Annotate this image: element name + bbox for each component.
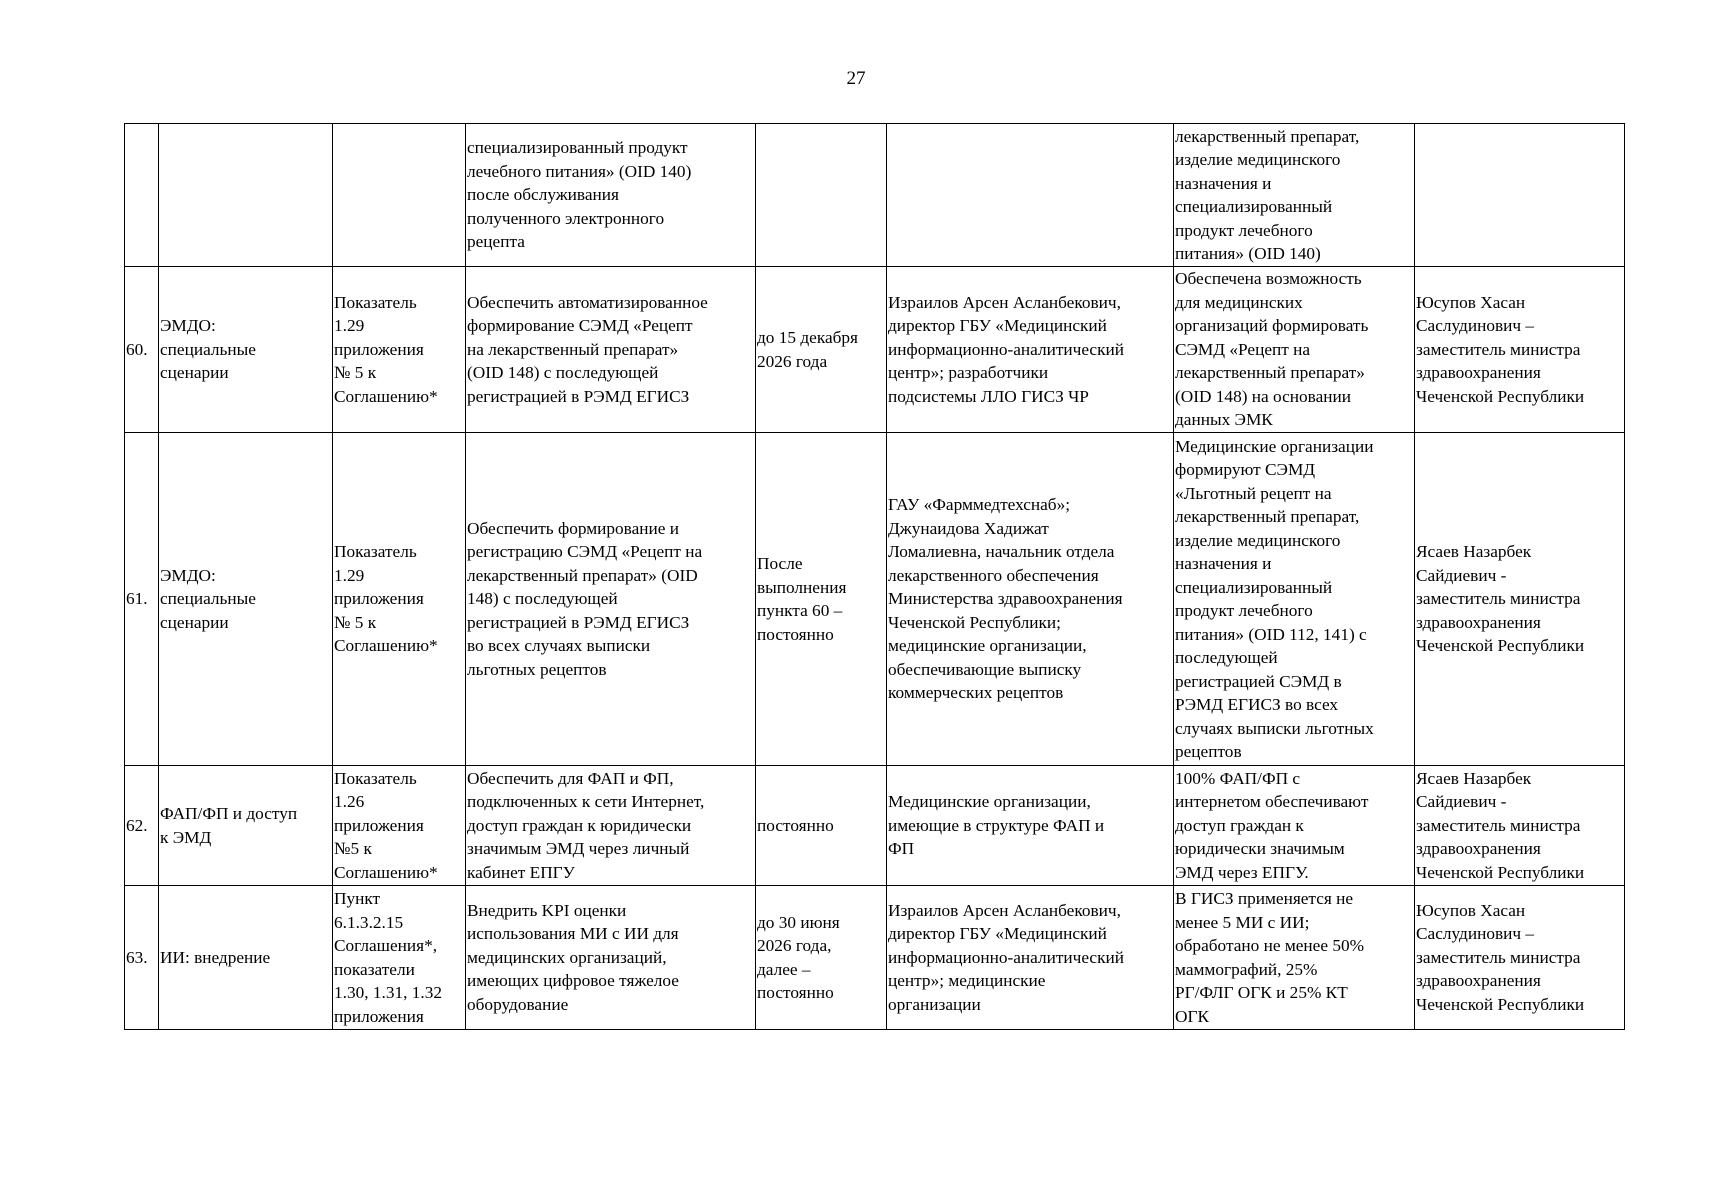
row-basis: Показатель 1.29 приложения № 5 к Соглашению*: [333, 267, 466, 433]
row-executors: Израилов Арсен Асланбекович, директор ГБУ «Медицинский информационно-аналитический центр»; разработчики подсистемы ЛЛО ГИСЗ ЧР: [887, 267, 1174, 433]
plan-table: [124, 123, 1625, 1030]
row-result: 100% ФАП/ФП с интернетом обеспечивают доступ граждан к юридически значимым ЭМД через ЕПГУ.: [1174, 766, 1415, 886]
row-deadline: до 15 декабря 2026 года: [756, 267, 887, 433]
row-executors: ГАУ «Фарммедтехснаб»; Джунаидова Хадижат Ломалиевна, начальник отдела лекарственного обеспечения Министерства здравоохранения Чеченской Республики; медицинские организации, обеспечивающие выписку коммерческих рецептов: [887, 433, 1174, 766]
row-name: [159, 124, 333, 267]
row-name: ФАП/ФП и доступ к ЭМД: [159, 766, 333, 886]
row-task: Внедрить KPI оценки использования МИ с ИИ для медицинских организаций, имеющих цифровое тяжелое оборудование: [466, 886, 756, 1030]
row-executors: [887, 124, 1174, 267]
row-name: ИИ: внедрение: [159, 886, 333, 1030]
table-row: [125, 766, 1625, 886]
row-number: [125, 124, 159, 267]
row-basis: Пункт 6.1.3.2.15 Соглашения*, показатели 1.30, 1.31, 1.32 приложения: [333, 886, 466, 1030]
row-name: ЭМДО: специальные сценарии: [159, 267, 333, 433]
row-number: 61.: [125, 433, 159, 766]
row-result: Медицинские организации формируют СЭМД «Льготный рецепт на лекарственный препарат, изделие медицинского назначения и специализированный продукт лечебного питания» (OID 112, 141) с последующей регистрацией СЭМД в РЭМД ЕГИСЗ во всех случаях выписки льготных рецептов: [1174, 433, 1415, 766]
row-number: 60.: [125, 267, 159, 433]
row-responsible: [1415, 124, 1625, 267]
row-executors: Израилов Арсен Асланбекович, директор ГБУ «Медицинский информационно-аналитический центр»; медицинские организации: [887, 886, 1174, 1030]
row-task: Обеспечить формирование и регистрацию СЭМД «Рецепт на лекарственный препарат» (OID 148) с последующей регистрацией в РЭМД ЕГИСЗ во всех случаях выписки льготных рецептов: [466, 433, 756, 766]
page-number: 27: [846, 68, 866, 89]
row-number: 62.: [125, 766, 159, 886]
row-result: лекарственный препарат, изделие медицинского назначения и специализированный продукт лечебного питания» (OID 140): [1174, 124, 1415, 267]
row-basis: Показатель 1.29 приложения № 5 к Соглашению*: [333, 433, 466, 766]
row-task: Обеспечить для ФАП и ФП, подключенных к сети Интернет, доступ граждан к юридически значимым ЭМД через личный кабинет ЕПГУ: [466, 766, 756, 886]
row-basis: [333, 124, 466, 267]
row-number: 63.: [125, 886, 159, 1030]
row-executors: Медицинские организации, имеющие в структуре ФАП и ФП: [887, 766, 1174, 886]
table-row: [125, 433, 1625, 766]
table-row: [125, 267, 1625, 433]
row-deadline: до 30 июня 2026 года, далее – постоянно: [756, 886, 887, 1030]
row-result: Обеспечена возможность для медицинских организаций формировать СЭМД «Рецепт на лекарственный препарат» (OID 148) на основании данных ЭМК: [1174, 267, 1415, 433]
row-deadline: [756, 124, 887, 267]
row-responsible: Юсупов Хасан Саслудинович – заместитель министра здравоохранения Чеченской Республики: [1415, 267, 1625, 433]
row-deadline: После выполнения пункта 60 – постоянно: [756, 433, 887, 766]
table-row: [125, 886, 1625, 1030]
row-task: Обеспечить автоматизированное формирование СЭМД «Рецепт на лекарственный препарат» (OID 148) с последующей регистрацией в РЭМД ЕГИСЗ: [466, 267, 756, 433]
table-row: [125, 124, 1625, 267]
row-result: В ГИСЗ применяется не менее 5 МИ с ИИ; обработано не менее 50% маммографий, 25% РГ/ФЛГ ОГК и 25% КТ ОГК: [1174, 886, 1415, 1030]
row-responsible: Ясаев Назарбек Сайдиевич - заместитель министра здравоохранения Чеченской Республики: [1415, 433, 1625, 766]
row-responsible: Ясаев Назарбек Сайдиевич - заместитель министра здравоохранения Чеченской Республики: [1415, 766, 1625, 886]
row-responsible: Юсупов Хасан Саслудинович – заместитель министра здравоохранения Чеченской Республики: [1415, 886, 1625, 1030]
row-name: ЭМДО: специальные сценарии: [159, 433, 333, 766]
row-deadline: постоянно: [756, 766, 887, 886]
row-task: специализированный продукт лечебного питания» (OID 140) после обслуживания полученного электронного рецепта: [466, 124, 756, 267]
row-basis: Показатель 1.26 приложения №5 к Соглашению*: [333, 766, 466, 886]
